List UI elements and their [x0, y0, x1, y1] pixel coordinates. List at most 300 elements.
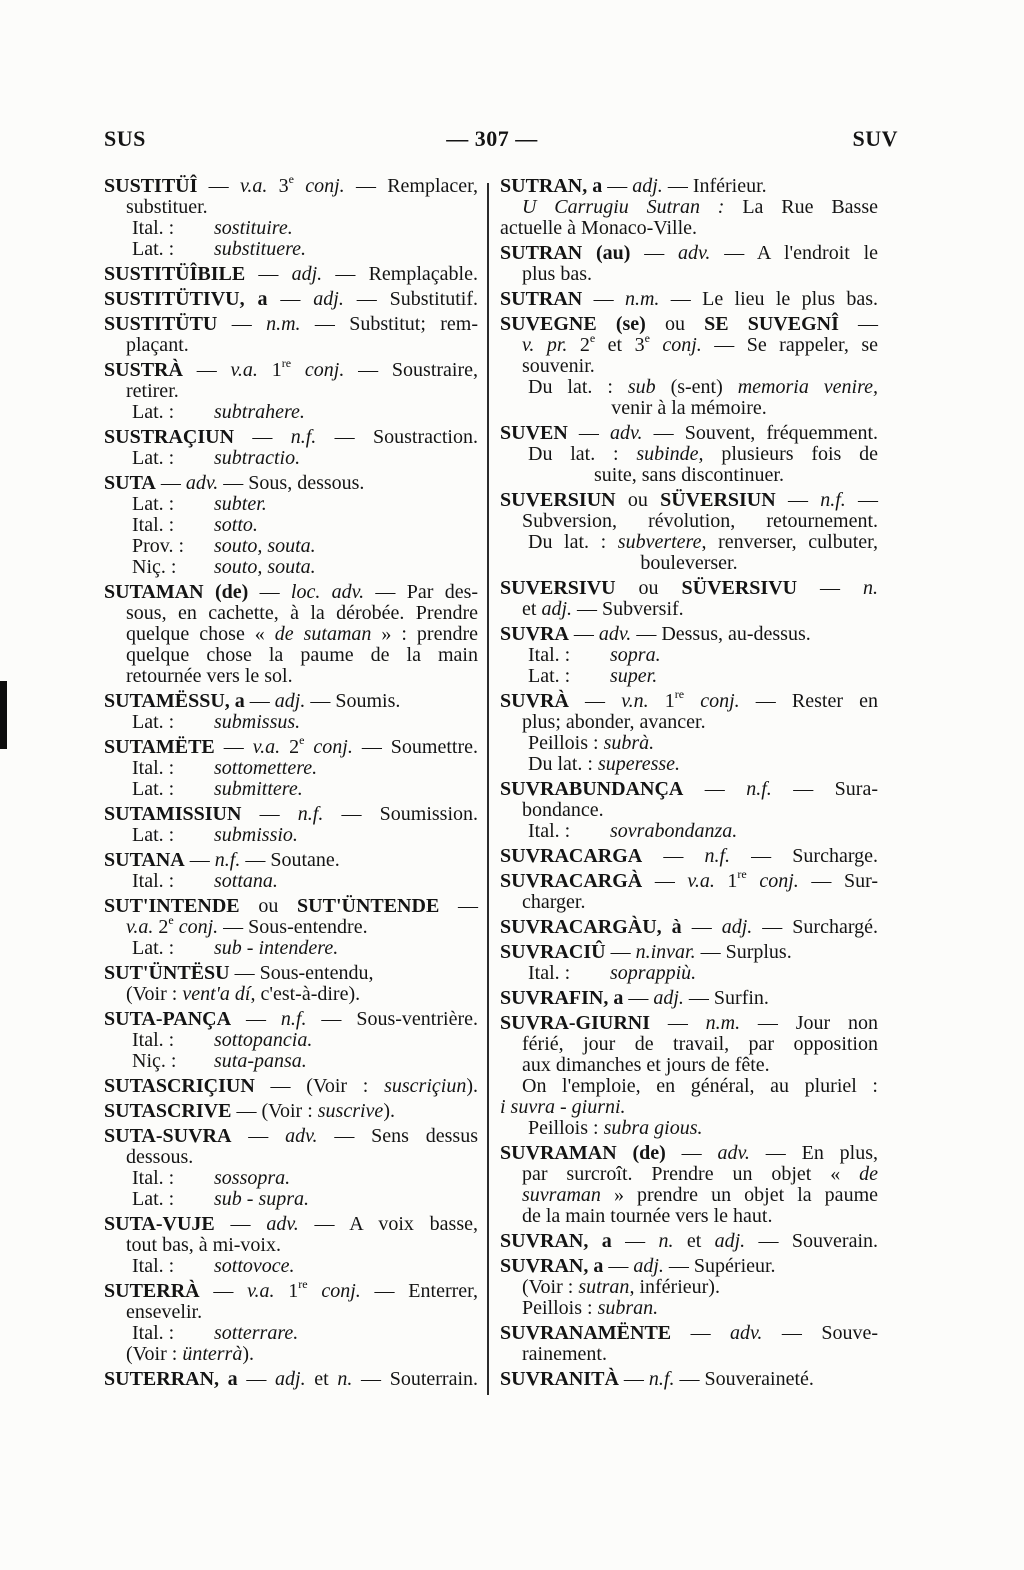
dictionary-line [500, 1013, 878, 1034]
text: — [237, 1368, 276, 1390]
dictionary-line [500, 1034, 878, 1055]
text: — Substitutif. [343, 288, 478, 310]
language-label: Lat. : [132, 1188, 175, 1210]
dictionary-line [104, 239, 478, 260]
dictionary-line [500, 1231, 878, 1252]
text: — [439, 895, 479, 917]
dictionary-line [104, 1323, 478, 1344]
dictionary-line [104, 691, 478, 712]
text: — [605, 941, 636, 963]
text: — Inférieur. [662, 175, 767, 197]
text: — [217, 313, 267, 335]
text: — [155, 472, 186, 494]
headword: SUVRANITÀ [500, 1368, 619, 1390]
italic-text: souto, souta. [214, 535, 316, 557]
text: — [248, 581, 291, 603]
dictionary-line [104, 1214, 478, 1235]
text: — En plus, [749, 1142, 879, 1164]
dictionary-line [500, 218, 878, 239]
italic-text: conj. [305, 175, 345, 197]
language-label: Ital. : [132, 1167, 175, 1189]
italic-text: sottana. [214, 870, 278, 892]
text: — [603, 1255, 634, 1277]
dictionary-line [104, 733, 479, 758]
italic-text: n.m. [266, 313, 301, 335]
headword: SUT'ÜNTENDE [297, 895, 440, 917]
text: — [611, 1230, 659, 1252]
dictionary-line [104, 938, 478, 959]
headword: SUTASCRIVE [104, 1100, 232, 1122]
text: ou [615, 577, 682, 599]
headword: SUT'INTENDE [104, 895, 240, 917]
italic-text: soprappiù. [610, 962, 697, 984]
text [294, 175, 305, 197]
dictionary-line [500, 917, 878, 938]
dictionary-line [104, 448, 478, 469]
italic-text: n.f. [214, 849, 241, 871]
text: — [244, 690, 275, 712]
dictionary-line [500, 1164, 878, 1185]
superscript: re [674, 687, 685, 702]
text: — Souverain. [745, 1230, 879, 1252]
italic-text: i suvra - giurni. [500, 1096, 626, 1118]
dictionary-line [500, 1185, 878, 1206]
italic-text: conj. [304, 359, 345, 381]
italic-text: vent'a dí [182, 983, 251, 1005]
text: , inférieur). [629, 1276, 720, 1298]
dictionary-line [500, 1118, 878, 1139]
text: — Sura- [771, 778, 878, 800]
italic-text: subran. [597, 1297, 659, 1319]
dictionary-line [104, 963, 478, 984]
dictionary-line [104, 172, 479, 197]
italic-text: v.a. [687, 870, 715, 892]
headword: SUTA-SUVRA [104, 1125, 232, 1147]
text: 3 [267, 175, 289, 197]
italic-text: n.m. [705, 1012, 741, 1034]
dictionary-line [104, 1277, 479, 1302]
text: Peillois : [522, 1297, 598, 1319]
italic-text: sutran [578, 1276, 630, 1298]
language-label: Ital. : [132, 757, 175, 779]
superscript: re [281, 356, 292, 371]
headword: SUTA [104, 472, 156, 494]
text: quelque chose « [126, 623, 275, 645]
italic-text: adj. [721, 916, 753, 938]
text: (Voir : [126, 983, 183, 1005]
text: par surcroît. Prendre un objet « [522, 1163, 860, 1185]
dictionary-line [500, 821, 878, 842]
dictionary-line [104, 264, 478, 285]
dictionary-line [500, 645, 878, 666]
italic-text: n.f. [704, 845, 731, 867]
superscript: e [644, 331, 650, 346]
language-label: Lat. : [132, 778, 175, 800]
italic-text: sostituire. [214, 217, 293, 239]
text: Du lat. : [528, 753, 598, 775]
italic-text: adv. [610, 422, 643, 444]
text: — Souveraineté. [674, 1368, 814, 1390]
italic-text: v.n. [621, 690, 649, 712]
headword: SUSTITÜÎ [104, 175, 198, 197]
text: 1 [714, 870, 738, 892]
text: On l'emploie, en général, au pluriel : [522, 1075, 878, 1097]
text: — [775, 489, 821, 511]
italic-text: adj. [633, 1255, 664, 1277]
text: — Sens dessus [317, 1125, 479, 1147]
language-label: Lat. : [132, 447, 175, 469]
italic-text: ünterrà [182, 1343, 243, 1365]
italic-text: sossopra. [214, 1167, 291, 1189]
text: Subversion, révolution, retournement. [522, 510, 878, 532]
headword: SUVRA [500, 623, 569, 645]
headword: SUVRACIÛ [500, 941, 606, 963]
language-label: Ital. : [528, 820, 571, 842]
language-label: Ital. : [132, 1029, 175, 1051]
dictionary-line [104, 871, 478, 892]
dictionary-line [500, 687, 879, 712]
text: — [630, 242, 679, 264]
italic-text: submissus. [214, 711, 301, 733]
headword: SÜVERSIVU [681, 577, 798, 599]
dictionary-line [500, 712, 878, 733]
text: — [618, 1368, 649, 1390]
dictionary-line [500, 490, 878, 511]
column-divider [487, 183, 489, 1395]
text: 2 [280, 736, 300, 758]
dictionary-line [500, 264, 878, 285]
dictionary-line [500, 867, 879, 892]
italic-text: substituere. [214, 238, 307, 260]
italic-text: adj. [291, 263, 323, 285]
italic-text: adj. [274, 690, 306, 712]
dictionary-line [104, 536, 478, 557]
page-number: — 307 — [446, 126, 538, 151]
text: — Soumission. [323, 803, 478, 825]
dictionary-line [500, 243, 878, 264]
headword: SUVEN [500, 422, 568, 444]
text: 2 [567, 334, 590, 356]
text: — Supérieur. [663, 1255, 776, 1277]
text: ). [383, 1100, 395, 1122]
dictionary-line [104, 1168, 478, 1189]
text: — [568, 623, 599, 645]
superscript: e [299, 733, 305, 748]
italic-text: de sutaman [274, 623, 372, 645]
italic-text: n.f. [648, 1368, 675, 1390]
language-label: Ital. : [528, 644, 571, 666]
dictionary-line [104, 218, 478, 239]
dictionary-line [500, 1143, 878, 1164]
italic-text: conj. [662, 334, 702, 356]
dictionary-line [104, 356, 479, 381]
text: — [231, 1125, 286, 1147]
text: — Soustraire, [344, 359, 479, 381]
text: (Voir : [522, 1276, 579, 1298]
text: 2 [153, 916, 169, 938]
dictionary-line [104, 402, 478, 423]
headword: SUVRANAMËNTE [500, 1322, 672, 1344]
text: bouleverser. [640, 552, 738, 574]
dictionary-line [104, 1302, 478, 1323]
headword: SUVRAN, a [500, 1230, 612, 1252]
text: — A l'endroit le [710, 242, 879, 264]
dictionary-line [500, 423, 878, 444]
text: (s-ent) [655, 376, 738, 398]
dictionary-line [104, 1051, 478, 1072]
dictionary-line [500, 356, 878, 377]
dictionary-line [104, 779, 478, 800]
dictionary-line [500, 1277, 878, 1298]
dictionary-line [500, 1055, 878, 1076]
dictionary-line [104, 896, 478, 917]
italic-text: sottomettere. [214, 757, 318, 779]
text: plusieurs fois de [703, 443, 878, 465]
italic-text: adv. [678, 242, 711, 264]
text: — [267, 288, 314, 310]
text: — [602, 175, 633, 197]
dictionary-line [104, 515, 478, 536]
text: — Sous-entendre. [218, 916, 368, 938]
headword: SUVRACARGA [500, 845, 643, 867]
superscript: e [288, 172, 294, 187]
dictionary-line [500, 465, 878, 486]
text: — Par des- [364, 581, 479, 603]
dictionary-line [500, 599, 878, 620]
italic-text: sotto. [214, 514, 258, 536]
headword: SUVRA-GIURNI [500, 1012, 651, 1034]
italic-text: conj. [759, 870, 799, 892]
text: — [642, 845, 705, 867]
dictionary-line [104, 804, 478, 825]
dictionary-line [500, 779, 878, 800]
headword: SUSTITÜTU [104, 313, 218, 335]
text: — [214, 736, 253, 758]
headword: SUVRACARGÀU, à [500, 916, 682, 938]
text: — [671, 1322, 731, 1344]
dictionary-line [104, 1147, 478, 1168]
text: actuelle à Monaco-Ville. [500, 217, 698, 239]
text: — [234, 426, 291, 448]
dictionary-line [500, 532, 878, 553]
text: ). [466, 1075, 478, 1097]
dictionary-line [104, 1030, 478, 1051]
text: — [683, 778, 747, 800]
italic-text: v.a. [252, 736, 281, 758]
text: Peillois : [528, 1117, 604, 1139]
headword: SUSTRÀ [104, 359, 183, 381]
headword: SUTASCRIÇIUN [104, 1075, 255, 1097]
italic-text: superesse. [598, 753, 681, 775]
headword: SUVRAN, a [500, 1255, 604, 1277]
italic-text: adv. [285, 1125, 318, 1147]
dictionary-line [104, 645, 478, 666]
italic-text: suta-pansa. [214, 1050, 307, 1072]
text: — Sous-entendu, [229, 962, 374, 984]
italic-text: subvertere [617, 531, 702, 553]
text: quelque chose la paume de la main [126, 644, 478, 666]
text: , c'est-à-dire). [250, 983, 361, 1005]
text: — [582, 288, 625, 310]
text: — Jour non [740, 1012, 878, 1034]
headword: SUTAMËSSU, a [104, 690, 245, 712]
headword: SUTA-VUJE [104, 1213, 215, 1235]
italic-text: adv. [266, 1213, 299, 1235]
italic-text: adj. [714, 1230, 746, 1252]
dictionary-line [500, 553, 878, 574]
italic-text: sub - intendere. [214, 937, 339, 959]
headword: SUTAMISSIUN [104, 803, 242, 825]
text: — (Voir : [254, 1075, 385, 1097]
text: — Subversif. [572, 598, 684, 620]
italic-text: n.m. [624, 288, 660, 310]
text: — Le lieu le plus bas. [659, 288, 878, 310]
text: — [568, 690, 622, 712]
text: retournée vers le sol. [126, 665, 293, 687]
text: tout bas, à mi-voix. [126, 1234, 281, 1256]
headword: SUT'ÜNTËSU [104, 962, 230, 984]
italic-text: n.f. [290, 426, 317, 448]
headword: SUTERRAN, a [104, 1368, 238, 1390]
dictionary-line [104, 335, 478, 356]
italic-text: n. [337, 1368, 353, 1390]
text: — (Voir : [231, 1100, 318, 1122]
dictionary-line [500, 331, 879, 356]
language-label: Ital. : [132, 1255, 175, 1277]
headword: SUVRAMAN (de) [500, 1142, 666, 1164]
language-label: Lat. : [132, 824, 175, 846]
text: — [567, 422, 611, 444]
text: — [184, 849, 215, 871]
text: — Substitut; rem- [300, 313, 478, 335]
dictionary-line [104, 494, 478, 515]
right-column [500, 176, 878, 1390]
dictionary-line [104, 1344, 478, 1365]
italic-text: n.f. [297, 803, 324, 825]
italic-text: conj. [700, 690, 740, 712]
text: de la main tournée vers le haut. [522, 1205, 773, 1227]
dictionary-line [500, 988, 878, 1009]
italic-text: n. [658, 1230, 674, 1252]
text: — Remplaçable. [322, 263, 478, 285]
headword: SUTAMËTE [104, 736, 215, 758]
text: et [522, 598, 542, 620]
text: — Soumis. [305, 690, 401, 712]
text: venir à la mémoire. [611, 397, 767, 419]
dictionary-line [500, 1369, 878, 1390]
dictionary-line [500, 1298, 878, 1319]
text: — [642, 870, 688, 892]
italic-text: sovrabondanza. [610, 820, 738, 842]
text: — [665, 1142, 718, 1164]
italic-text: suvraman [522, 1184, 601, 1206]
dictionary-line [104, 850, 478, 871]
dictionary-line [500, 1206, 878, 1227]
text: bondance. [522, 799, 604, 821]
text: La Rue Basse [724, 196, 878, 218]
italic-text: conj. [321, 1280, 361, 1302]
text: substituer. [126, 196, 208, 218]
italic-text: subtractio. [214, 447, 301, 469]
text: — [241, 803, 298, 825]
text: — Soustraction. [316, 426, 478, 448]
text: — Surfin. [683, 987, 769, 1009]
dictionary-line [500, 398, 878, 419]
dictionary-line [104, 473, 478, 494]
italic-text: adj. [275, 1368, 306, 1390]
italic-text: conj. [178, 916, 219, 938]
text: — [199, 1280, 248, 1302]
italic-text: subinde, [636, 443, 704, 465]
text: et 3 [595, 334, 645, 356]
text: suite, sans discontinuer. [594, 464, 784, 486]
dictionary-line [500, 846, 878, 867]
text: — Soutane. [240, 849, 340, 871]
headword: SUTA-PANÇA [104, 1008, 232, 1030]
italic-text: n.invar. [635, 941, 696, 963]
italic-text: n.f. [820, 489, 846, 511]
dictionary-line [104, 624, 478, 645]
dictionary-line [500, 1323, 878, 1344]
header-right-keyword: SUV [852, 126, 898, 151]
italic-text: sub - supra. [214, 1188, 310, 1210]
dictionary-line [500, 176, 878, 197]
italic-text: v.a. [247, 1280, 275, 1302]
italic-text: submittere. [214, 778, 303, 800]
headword: SUVRACARGÀ [500, 870, 643, 892]
italic-text: de [859, 1163, 878, 1185]
italic-text: sub [627, 376, 656, 398]
text: aux dimanches et jours de fête. [522, 1054, 770, 1076]
italic-text: submissio. [214, 824, 298, 846]
italic-text: sottovoce. [214, 1255, 295, 1277]
language-label: Ital. : [132, 870, 175, 892]
dictionary-line [500, 754, 878, 775]
headword: SUSTRAÇIUN [104, 426, 235, 448]
dictionary-line [104, 913, 478, 938]
headword: SÜVERSIUN [660, 489, 776, 511]
text [650, 334, 662, 356]
text: plus bas. [522, 263, 592, 285]
text: — Sous, dessous. [218, 472, 365, 494]
text: plus; abonder, avancer. [522, 711, 706, 733]
text: — Enterrer, [360, 1280, 479, 1302]
language-label: Lat. : [132, 493, 175, 515]
italic-text: subra gious. [603, 1117, 703, 1139]
superscript: e [168, 913, 174, 928]
dictionary-line [104, 427, 478, 448]
text: — [231, 1008, 281, 1030]
dictionary-line [500, 314, 878, 335]
italic-text: adv. [717, 1142, 750, 1164]
text: retirer. [126, 380, 179, 402]
italic-text: sopra. [610, 644, 661, 666]
text: ensevelir. [126, 1301, 203, 1323]
text: — Surcharge. [730, 845, 879, 867]
language-label: Ital. : [132, 217, 175, 239]
italic-text: adv. [730, 1322, 763, 1344]
dictionary-line [500, 289, 878, 310]
text: Du lat. : [528, 376, 628, 398]
language-label: Niç. : [132, 556, 177, 578]
headword: SUTRAN [500, 288, 583, 310]
headword: SUVERSIUN [500, 489, 616, 511]
italic-text: subrà. [603, 732, 655, 754]
dictionary-line [104, 603, 478, 624]
dictionary-line [104, 825, 478, 846]
italic-text: n.f. [280, 1008, 307, 1030]
dictionary-line [104, 758, 478, 779]
